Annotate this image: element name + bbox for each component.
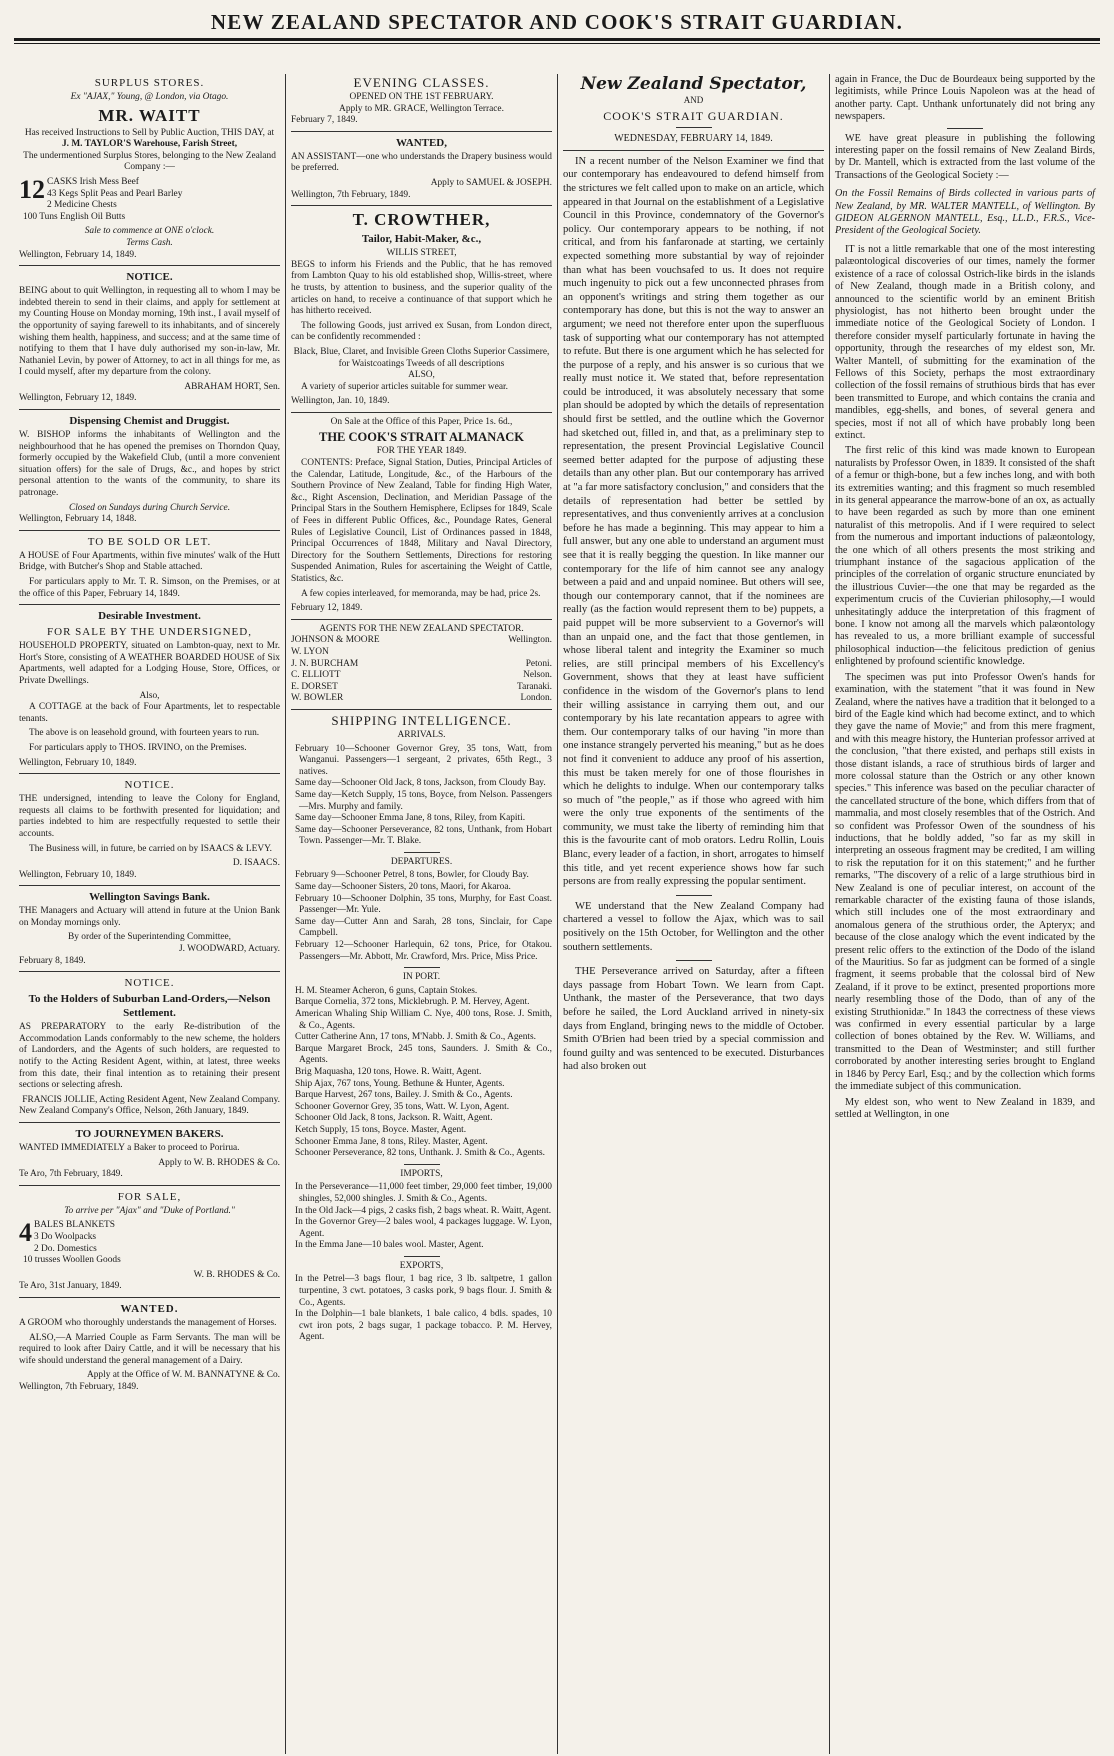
list-item: 10 trusses Woollen Goods — [23, 1255, 121, 1266]
ad-venue: J. M. TAYLOR'S Warehouse, Farish Street, — [61, 139, 238, 150]
arrivals-list — [291, 744, 552, 848]
agent-row — [291, 635, 552, 647]
ad-signature: ABRAHAM HORT, Sen. — [184, 381, 280, 392]
list-item: Same day—Ketch Supply, 15 tons, Boyce, from Nelson. Passengers—Mrs. Murphy and family. — [295, 789, 552, 812]
list-item: CASKS Irish Mess Beef — [47, 176, 139, 187]
divider — [19, 265, 280, 266]
ad-street: WILLIS STREET, — [386, 248, 457, 259]
ad-heading: NOTICE. — [124, 779, 175, 792]
arrivals-heading: ARRIVALS. — [397, 729, 446, 740]
imports-heading: IMPORTS, — [400, 1168, 443, 1179]
agent-place: Wellington. — [508, 635, 552, 646]
list-item: 3 Do Woolpacks — [34, 1231, 97, 1242]
list-item: In the Petrel—3 bags flour, 1 bag rice, 3 lb. saltpetre, 1 gallon turpentine, 3 cwt. potatoes, 3 casks pork, 9 bags flour. J. Smith & Co., Agents. — [295, 1274, 552, 1308]
ad-variety: A variety of superior articles suitable for summer wear. — [301, 381, 508, 392]
stores-list — [19, 174, 280, 223]
column-2 — [286, 74, 558, 1754]
ad-chemist — [19, 414, 280, 526]
divider — [291, 131, 552, 132]
agent-place: Taranaki. — [517, 681, 552, 692]
departures-heading: DEPARTURES. — [390, 856, 453, 867]
editorial-subtitle: COOK'S STRAIT GUARDIAN. — [603, 109, 784, 124]
ad-goods-list: Black, Blue, Claret, and Invisible Green Cloths Superior Cassimere, for Waistcoatings Tweeds of all descriptions — [293, 346, 550, 369]
ad-body: AN ASSISTANT—one who understands the Drapery business would be preferred. — [291, 151, 552, 174]
ad-apply: Apply to SAMUEL & JOSEPH. — [430, 177, 552, 188]
editorial-paragraph: WE understand that the New Zealand Company had chartered a vessel to follow the Ajax, which was to sail positively on the 15th October, for Wellington and the other southern settlements. — [563, 900, 824, 953]
divider — [19, 773, 280, 774]
ad-heading: FOR SALE, — [117, 1190, 182, 1203]
ad-terms: Terms Cash. — [126, 237, 173, 248]
divider — [19, 971, 280, 972]
ad-heading: T. CROWTHER, — [352, 210, 491, 230]
ad-subheading: FOR THE YEAR 1849. — [376, 446, 467, 457]
ad-date: Wellington, February 14, 1849. — [19, 249, 137, 260]
ad-apply: Apply at the Office of W. M. BANNATYNE & Co. — [86, 1370, 280, 1381]
divider — [291, 709, 552, 710]
editorial-title: New Zealand Spectator, — [580, 74, 807, 94]
ad-heading: TO BE SOLD OR LET. — [87, 535, 212, 548]
divider — [19, 1297, 280, 1298]
ad-body: W. BISHOP informs the inhabitants of Wellington and the neighbourhood that he has opened the premises on Thorndon Quay, formerly occupied by the Wakefield Club, (until a more convenient situation offers) for the sale of Drugs, &c., and hopes by strict personal attention to the wants of the community, to share its patronage. — [19, 430, 280, 499]
ad-apply: For particulars apply to Mr. T. R. Simson, on the Premises, or at the office of this Paper, February 14, 1849. — [19, 577, 280, 599]
ad-date: Wellington, February 14, 1848. — [19, 514, 137, 525]
agent-row — [291, 682, 552, 694]
editorial-paragraph: IN a recent number of the Nelson Examiner we find that our contemporary has endeavoured to defend himself from the strictures we felt called upon to make on an article, which appeared in that Journal on the establishment of a Legislative Council in this Province, condemnatory of the Governor's policy. Our contemporary appears to be nothing, if not critical, and from his fanfaronade at starting, we certainly expected something more substantial by way of rejoinder than what has been vouchsafed to us. It does not require much ingenuity to pick out a few unconnected phrases from an opponent's writings and string them together as our contemporary has done, but this is not the way to answer an argument; we need not therefore enter upon the superfluous task of supporting what our contemporary has not attempted to refute. But there is one argument which he has selected for the purpose of a reply, and his answer is so curious that we really must notice it. We stated that, before representation could be introduced, it was absolutely necessary that some plan should be adopted by which the details of representation should first be settled, and the outline which the Governor had sketched out, filled in, and that, as a preliminary step to representation, the present Provincial Legislative Council seemed better adapted for the purpose of adjusting these details than any other plan. But our contemporary has arrived at "a far more satisfactory conclusion," and considers that the details of representation had better be settled by representatives, and thus conveniently arrives at a conclusion before he has made a beginning. This may appear to him a full answer, but any one able to understand an argument must see that it is really begging the question. In like manner our contemporary for the life of him cannot see any analogy between a paid and and unpaid nominee. But others will see, though our contemporary cannot, that if the nominees are really (as the faction would represent them to be) puppets, a paid puppet will be more subservient to a Governor's will than an unpaid one, and the fact that those gentlemen, in whose liberal talent and integrity the Examiner so much relies, are still principal members of his Excellency's Government, shows that they at least have sufficient confidence in the wisdom of the Governor's plans to lend their willing assistance in carrying them out, and our contemporary by his late recantation appears to agree with them. Our contemporary talks of our having "in more than one instance strangely perverted his meaning," but as he does not find it convenient to adduce any proof of his assertion, this must be taken merely for one of those flourishes in which he delights to indulge. When our contemporary talks so much of "the people," as if those who agreed with him were the only true exponents of the sentiments of the community, we must take the liberty of reminding him that this is the favourite cant of mob orators. Ledru Rollin, Louis Blanc, every leader of a faction, in short, arrogates to himself this title, and yet recent experience shows how far such persons are from really expressing the popular sentiment. — [563, 155, 824, 888]
ad-heading: Dispensing Chemist and Druggist. — [69, 415, 230, 428]
exports-list — [291, 1274, 552, 1344]
agent-row — [291, 670, 552, 682]
list-item: Schooner Perseverance, 82 tons, Unthank. J. Smith & Co., Agents. — [295, 1148, 545, 1159]
list-item: Barque Margaret Brock, 245 tons, Saunders. J. Smith & Co., Agents. — [295, 1043, 552, 1066]
masthead-rule-thin — [14, 43, 1100, 44]
ad-signature: W. B. RHODES & Co. — [193, 1269, 280, 1280]
ad-savings-bank — [19, 890, 280, 967]
divider — [19, 885, 280, 886]
ad-subheading: OPENED ON THE 1ST FEBRUARY. — [349, 92, 494, 102]
ad-for-sale — [19, 1190, 280, 1293]
divider — [676, 127, 712, 128]
list-item: Ketch Supply, 15 tons, Boyce. Master, Agent. — [295, 1124, 467, 1135]
ad-almanack — [291, 417, 552, 615]
ad-also: Also, — [139, 690, 160, 701]
exports-heading: EXPORTS, — [399, 1260, 444, 1271]
agent-row — [291, 659, 552, 671]
ad-wanted-groom — [19, 1302, 280, 1394]
ad-surplus-stores — [19, 76, 280, 261]
ad-lease: The above is on leasehold ground, with fourteen years to run. — [29, 728, 260, 739]
list-item: Schooner Emma Jane, 8 tons, Riley. Master, Agent. — [295, 1136, 488, 1147]
article-paragraph: The specimen was put into Professor Owen's hands for examination, with the statement "that it was found in New Zealand, where the natives have a tradition that it belonged to a bird of the Eagle kind which had become extinct, and to which they gave the name of Movie;" and from this mere fragment, and with this meagre history, the Hunterian professor arrived at the conclusion, "that there existed, and perhaps still exists in those distant islands, a race of struthious birds of larger and more colossal stature than the Ostrich or any other known species." This inference was based on the peculiar character of the cancellated structure of the bone, which differs from that of mammalia, and most closely resembles that of the Ostrich. And so confident was Professor Owen of the soundness of his inductions, that he boldly added, "so far as my skill in interpreting an osseous fragment may be credited, I am willing to risk the reputation for it on this statement;" and he further remarks, "The discovery of a relic of a large struthious bird in New Zealand is one of peculiar interest, on account of the remarkable character of the existing fauna of those islands, which still includes one of the most extraordinary and anomalous genera of the struthious order, the Apteryx; and because of the close analogy which the event indicated by the present relic offers to the extinction of the Dodo of the island of the Mauritius. So far as judgment can be formed of a single fragment, it seems probable that the colossal bird of New Zealand, if it prove to be extinct, presented proportions more nearly resembling those of the Dodo, than of any of the existing Struthionidæ." In 1843 the correctness of these views was confirmed in every essential particular by a large collection of bones obtained by the Rev. W. Williams, and transmitted to the Dean of Westminster; and still further corroborated by another interesting series brought to England in 1846 by Percy Earl, Esq.; and by the collection which forms the immediate subject of this communication. — [835, 671, 1095, 1093]
ad-body: BEING about to quit Wellington, in requesting all to whom I may be indebted therein to send in their claims, and apply for settlement at my Counting House on Monday morning, 19th inst., I avail myself of the opportunity of saying farewell to its inhabitants, and of sincerely wishing them health, happiness, and success; and at the same time of notifying to them that I have duly authorised my son-in-law, Mr. Nathaniel Levin, by power of Attorney, to act in all things for me, as I could myself, after my departure from the colony. — [19, 286, 280, 378]
list-item: Same day—Schooner Old Jack, 8 tons, Jackson, from Cloudy Bay. — [295, 778, 546, 789]
ad-heading: WANTED, — [395, 136, 448, 149]
ad-notice-nelson — [19, 976, 280, 1118]
ad-notice-hort — [19, 270, 280, 405]
ad-heading: WANTED. — [120, 1302, 179, 1315]
list-item: Brig Maquasha, 120 tons, Howe. R. Waitt, Agent. — [295, 1066, 482, 1077]
agents-heading: AGENTS FOR THE NEW ZEALAND SPECTATOR. — [319, 623, 524, 634]
article-paragraph: IT is not a little remarkable that one of the most interesting palæontological discoveries of our times, namely the former existence of a race of colossal Ostrich-like birds in the islands of New Zealand, though made in a British colony, and announced to the scientific world by an eminent British physiologist, has not hitherto been brought under the immediate notice of the Geological Society of London. I therefore consider myself particularly fortunate in having the opportunity, through the researches of my eldest son, Mr. Walter Mantell, of submitting for the examination of the Fellows of this Society, perhaps the most extraordinary collection of the fossil remains of struthious birds that has ever been transmitted to Europe, and which contains the crania and mandibles, egg-shells, and bones, of several genera and species, most if not all of which have probably long been extinct. — [835, 243, 1095, 441]
column-4 — [830, 74, 1100, 1754]
ad-ship-line: Ex "AJAX," Young, @ London, via Otago. — [70, 92, 229, 102]
column-3 — [558, 74, 830, 1754]
ad-heading: NOTICE. — [124, 977, 175, 990]
list-item: Schooner Old Jack, 8 tons, Jackson. R. Waitt, Agent. — [295, 1113, 493, 1124]
ad-cottage: A COTTAGE at the back of Four Apartments, let to respectable tenants. — [19, 702, 280, 724]
ad-wanted-assistant — [291, 136, 552, 201]
ad-crowther — [291, 210, 552, 408]
ad-investment — [19, 609, 280, 769]
ad-date: New Zealand Company's Office, Nelson, 26th January, 1849. — [19, 1106, 249, 1117]
ad-apply: Apply to MR. GRACE, Wellington Terrace. — [339, 103, 504, 114]
list-item: Same day—Schooner Sisters, 20 tons, Maori, for Akaroa. — [295, 882, 511, 893]
list-item: Ship Ajax, 767 tons, Young. Bethune & Hunter, Agents. — [295, 1078, 505, 1089]
agent-place: Petoni. — [525, 658, 552, 669]
divider — [404, 1256, 440, 1257]
departures-list — [291, 870, 552, 963]
list-item: American Whaling Ship William C. Nye, 400 tons, Rose. J. Smith, & Co., Agents. — [295, 1009, 552, 1031]
imports-list — [291, 1182, 552, 1252]
columns — [14, 74, 1100, 1754]
ad-heading: TO JOURNEYMEN BAKERS. — [75, 1128, 224, 1140]
list-item: Same day—Schooner Emma Jane, 8 tons, Riley, from Kapiti. — [295, 813, 526, 824]
list-item: February 9—Schooner Petrel, 8 tons, Bowler, for Cloudy Bay. — [295, 870, 529, 881]
divider — [19, 530, 280, 531]
auctioneer-name: MR. WAITT — [98, 105, 201, 125]
article-paragraph: The first relic of this kind was made known to European naturalists by Professor Owen, in 1839. It consisted of the shaft of a femur or thigh-bone, but a few inches long, and with both its extremities wanting; and this fragment so much resembled in its general appearance the marrow-bone of an ox, as actually to have been regarded as such by more than one eminent naturalist of this metropolis. And if I were required to select from the numerous and important inductions of palæontology, the one which of all others presents the most striking and triumphant instance of the sagacious application of the principles of the correlation of organic structure enunciated by the illustrious Cuvier—the one that may be regarded as the experimentum crucis of the Cuvierian philosophy,—I would unhesitatingly adduce the interpretation of this fragment of bone. I know not among all the marvels which palæontology has revealed to us, a more brilliant example of successful philosophical induction—the felicitous prediction of genius enlightened by profound scientific knowledge. — [835, 445, 1095, 668]
ad-order: By order of the Superintending Committee, — [68, 932, 231, 943]
list-item: Schooner Governor Grey, 35 tons, Watt. W. Lyon, Agent. — [295, 1101, 510, 1112]
divider — [404, 1164, 440, 1165]
inport-list — [291, 986, 552, 1160]
ad-signature: FRANCIS JOLLIE, Acting Resident Agent, New Zealand Company. — [22, 1094, 280, 1105]
ad-sale-time: Sale to commence at ONE o'clock. — [84, 226, 215, 237]
agent-name: E. DORSET — [291, 681, 338, 692]
divider — [19, 604, 280, 605]
divider — [563, 150, 824, 151]
ad-date: Wellington, 7th February, 1849. — [19, 1381, 139, 1392]
ad-signature: D. ISAACS. — [232, 858, 280, 869]
list-item: Barque Cornelia, 372 tons, Micklebrugh. P. M. Hervey, Agent. — [295, 997, 530, 1008]
agent-row — [291, 647, 552, 659]
divider — [404, 967, 440, 968]
ad-desc: The undermentioned Surplus Stores, belonging to the New Zealand Company :— — [23, 150, 276, 173]
shipping-intelligence — [291, 714, 552, 1344]
list-item: In the Dolphin—1 bale blankets, 1 bale calico, 4 bdls. spades, 10 cwt iron pots, 2 bags sugar, 1 package tobacco. P. M. Hervey, Agent. — [295, 1309, 552, 1343]
agent-name: JOHNSON & MOORE — [291, 635, 380, 646]
divider — [291, 205, 552, 206]
ad-also: ALSO, — [408, 370, 435, 381]
divider — [19, 409, 280, 410]
divider — [676, 895, 712, 896]
goods-count: 4 — [19, 1218, 32, 1248]
list-item: 43 Kegs Split Peas and Pearl Barley — [47, 188, 183, 199]
ad-contents: CONTENTS: Preface, Signal Station, Duties, Principal Articles of the Calendar, Latitude, Longitude, &c., of the Harbours of the Southern Province of New Zealand, Table for finding High Water, &c., Right Ascension, Declination, and Meridian Passage of the Principal Stars in the Southern Hemisphere, Eclipses for 1849, Scale of Fees in different Public Offices, &c., Poundage Rates, General Rules of Legislative Council, List of Ordinances passed in 1848, Principal Occurrences of 1848, Military and Naval Directory, Directory for the Southern Settlements, Directions for restoring Suspended Animation, Rules for ascertaining the Weight of Cattle, Statistics, &c. — [291, 458, 552, 584]
list-item: 2 Do. Domestics — [34, 1243, 97, 1254]
ad-date: February 7, 1849. — [291, 115, 358, 126]
list-item: H. M. Steamer Acheron, 6 guns, Captain Stokes. — [295, 985, 478, 996]
ad-body: A HOUSE of Four Apartments, within five minutes' walk of the Hutt Bridge, with Butcher's Shop and Stable attached. — [19, 550, 280, 573]
ad-date: Wellington, Jan. 10, 1849. — [291, 396, 390, 407]
ad-heading: THE COOK'S STRAIT ALMANACK — [318, 430, 525, 445]
agent-name: W. LYON — [291, 646, 329, 657]
agent-name: W. BOWLER — [291, 693, 344, 704]
list-item: Barque Harvest, 267 tons, Bailey. J. Smith & Co., Agents. — [295, 1090, 513, 1101]
list-item: In the Perseverance—11,000 feet timber, 29,000 feet timber, 19,000 shingles, 52,000 shingles. J. Smith & Co., Agents. — [295, 1182, 552, 1204]
ad-date: February 8, 1849. — [19, 955, 86, 966]
agent-place: Nelson. — [523, 670, 552, 681]
ad-subheading: To the Holders of Suburban Land-Orders,—Nelson Settlement. — [28, 993, 271, 1020]
list-item: In the Governor Grey—2 bales wool, 4 packages luggage. W. Lyon, Agent. — [295, 1217, 552, 1239]
ad-evening-classes — [291, 76, 552, 127]
list-item: In the Emma Jane—10 bales wool. Master, Agent. — [295, 1240, 484, 1251]
ad-also: ALSO,—A Married Couple as Farm Servants. The man will be required to look after Dairy Cattle, and it will be necessary that his wife should understand the general management of a Dairy. — [19, 1332, 280, 1366]
ad-subheading: To arrive per "Ajax" and "Duke of Portland." — [64, 1205, 235, 1216]
ad-notice-isaacs — [19, 778, 280, 881]
ad-heading: SURPLUS STORES. — [94, 77, 205, 89]
ad-to-let — [19, 535, 280, 600]
ad-body: A GROOM who thoroughly understands the management of Horses. — [19, 1317, 277, 1328]
ad-body: THE Managers and Actuary will attend in future at the Union Bank on Monday mornings only. — [19, 906, 280, 928]
ad-body: WANTED IMMEDIATELY a Baker to proceed to Porirua. — [19, 1143, 240, 1153]
ad-goods: The following Goods, just arrived ex Susan, from London direct, can be confidently recommended : — [291, 320, 552, 343]
ad-journeymen — [19, 1127, 280, 1181]
list-item: February 12—Schooner Harlequin, 62 tons, Price, for Otakou. Passengers—Mr. Abbott, Mr. Crawford, Mrs. Price, Miss Price. — [295, 940, 552, 962]
list-item: February 10—Schooner Dolphin, 35 tons, Murphy, for East Coast. Passenger—Mr. Yule. — [295, 893, 552, 916]
shipping-heading: SHIPPING INTELLIGENCE. — [331, 712, 512, 728]
ad-date: Te Aro, 7th February, 1849. — [19, 1169, 123, 1180]
ad-body: BEGS to inform his Friends and the Public, that he has removed from Lambton Quay to his old established shop, Willis-street, where he trusts, by attention to business, and the superior quality of the articles on hand, to receive a continuance of that support which he has hitherto received. — [291, 259, 552, 317]
ad-signature: J. WOODWARD, Actuary. — [178, 944, 280, 955]
divider — [291, 412, 552, 413]
list-item: 2 Medicine Chests — [47, 200, 117, 211]
ad-date: Te Aro, 31st January, 1849. — [19, 1281, 122, 1292]
ad-body: THE undersigned, intending to leave the Colony for England, requests all claims to be forthwith presented for liquidation; and parties indebted to him are respectfully requested to settle their accounts. — [19, 794, 280, 839]
divider — [291, 619, 552, 620]
agent-place: London. — [520, 693, 552, 704]
list-item: 100 Tuns English Oil Butts — [23, 211, 126, 222]
ad-date: Wellington, February 10, 1849. — [19, 869, 137, 880]
ad-date: Wellington, 7th February, 1849. — [291, 189, 411, 200]
list-item: In the Old Jack—4 pigs, 2 casks fish, 2 bags wheat. R. Waitt, Agent. — [295, 1205, 552, 1216]
divider — [676, 960, 712, 961]
goods-list — [19, 1220, 280, 1266]
ad-subheading: FOR SALE BY THE UNDERSIGNED, — [47, 626, 252, 639]
masthead-rule — [14, 38, 1100, 41]
ad-heading: Wellington Savings Bank. — [89, 891, 210, 904]
ad-top: On Sale at the Office of this Paper, Price 1s. 6d., — [330, 416, 513, 427]
ad-date: February 12, 1849. — [291, 603, 363, 614]
divider — [404, 852, 440, 853]
fossil-intro: WE have great pleasure in publishing the following interesting paper on the fossil remains of New Zealand Birds, by Dr. Mantell, which is extracted from the last volume of the Transactions of the Geological Society :— — [835, 132, 1095, 181]
editorial-continuation: again in France, the Duc de Bourdeaux being supported by the legitimists, while Prince Louis Napoleon was at the head of another party. Capt. Unthank unfortunately did not bring any newspapers. — [835, 74, 1095, 123]
editorial-paragraph: THE Perseverance arrived on Saturday, after a fifteen days passage from Hobart Town. We learn from Capt. Unthank, the master of the Perseverance, that two days before he sailed, the Lord Auckland arrived in ninety-six days from England, bringing news to the middle of October. Smith O'Brien had been tried by a special commission and found guilty and was sentenced to be executed. Disturbances had also broken out — [563, 966, 824, 1073]
ad-heading: EVENING CLASSES. — [353, 75, 490, 90]
ad-apply: For particulars apply to THOS. IRVINO, on the Premises. — [29, 742, 247, 753]
ad-heading: Desirable Investment. — [98, 610, 201, 623]
agent-name: J. N. BURCHAM — [291, 658, 359, 669]
ad-heading: NOTICE. — [126, 271, 173, 284]
list-item: Same day—Schooner Perseverance, 82 tons, Unthank, from Hobart Town. Passenger—Mr. T. Blake. — [295, 824, 552, 847]
column-1 — [14, 74, 286, 1754]
ad-note: Closed on Sundays during Church Service. — [68, 502, 231, 513]
ad-subheading: Tailor, Habit-Maker, &c., — [361, 233, 482, 246]
divider — [19, 1122, 280, 1123]
list-item: BALES BLANKETS — [34, 1220, 115, 1231]
agent-name: C. ELLIOTT — [291, 670, 341, 681]
ad-note: A few copies interleaved, for memoranda, may be had, price 2s. — [301, 588, 541, 599]
ad-future: The Business will, in future, be carried on by ISAACS & LEVY. — [29, 843, 273, 854]
ad-intro: Has received Instructions to Sell by Public Auction, THIS DAY, at — [24, 127, 275, 138]
ad-body: AS PREPARATORY to the early Re-distribution of the Accommodation Lands conformably to the new scheme, the holders of Landorders, and the Agents of such holders, are requested to notify to the Acting Resident Agent, within, at latest, three weeks from this date, their final intention as to retaining their present sections or selecting afresh. — [19, 1022, 280, 1091]
masthead: NEW ZEALAND SPECTATOR AND COOK'S STRAIT GUARDIAN. — [210, 10, 904, 34]
ad-body: HOUSEHOLD PROPERTY, situated on Lambton-quay, next to Mr. Hort's Store, consisting of A WEATHER BOARDED HOUSE of Six Apartments, well adapted for a Lodging House, Store, Offices, or Private Dwellings. — [19, 641, 280, 686]
fossil-article-title: On the Fossil Remains of Birds collected in various parts of New Zealand, by MR. WALTER MANTELL, of Wellington. By GIDEON ALGERNON MANTELL, Esq., LL.D., F.R.S., Vice-President of the Geological Society. — [835, 188, 1095, 237]
list-item: February 10—Schooner Governor Grey, 35 tons, Watt, from Wanganui. Passengers—1 sergeant, 2 privates, 65th Regt., 3 natives. — [295, 743, 552, 777]
stores-count: 12 — [19, 174, 45, 204]
list-item: Same day—Cutter Ann and Sarah, 28 tons, Sinclair, for Cape Campbell. — [295, 916, 552, 939]
agent-row — [291, 693, 552, 705]
ad-date: Wellington, February 12, 1849. — [19, 393, 137, 404]
editorial-date: WEDNESDAY, FEBRUARY 14, 1849. — [614, 133, 773, 145]
ad-date: Wellington, February 10, 1849. — [19, 757, 137, 768]
editorial-and: AND — [683, 94, 704, 105]
divider — [19, 1185, 280, 1186]
article-paragraph: My eldest son, who went to New Zealand in 1839, and settled at Wellington, in one — [835, 1096, 1095, 1120]
divider — [947, 128, 983, 129]
agents-list — [291, 624, 552, 705]
list-item: Cutter Catherine Ann, 17 tons, M'Nabb. J. Smith & Co., Agents. — [295, 1032, 537, 1043]
ad-apply: Apply to W. B. RHODES & Co. — [158, 1157, 280, 1168]
inport-heading: IN PORT. — [402, 972, 441, 983]
